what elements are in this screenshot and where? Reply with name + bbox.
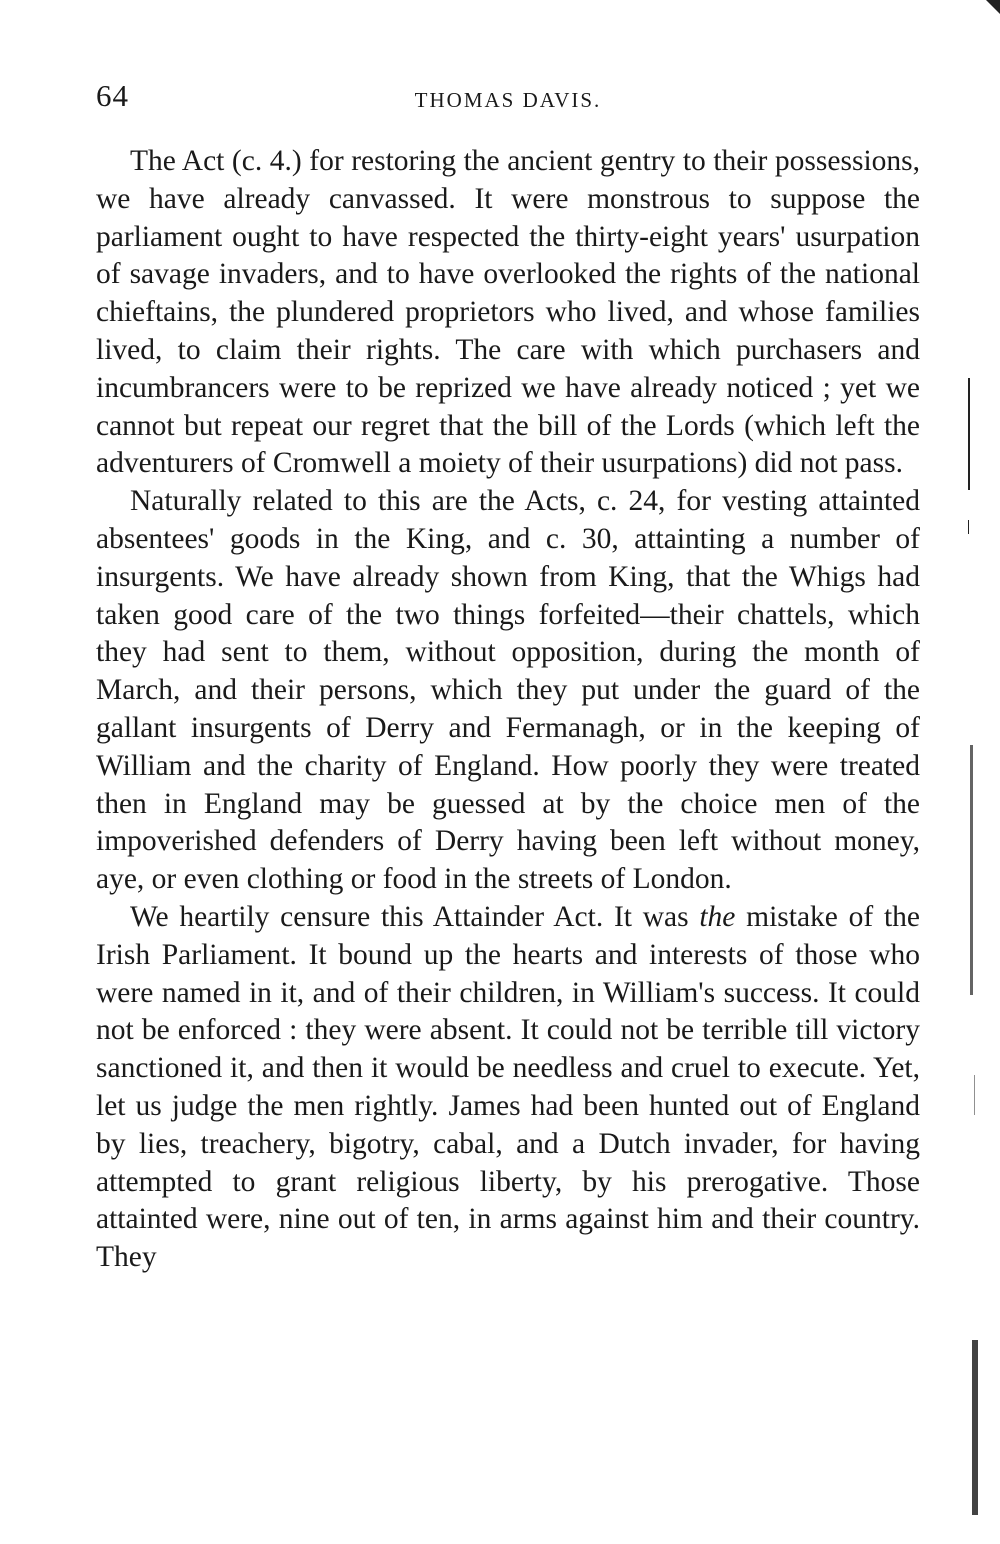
running-head: THOMAS DAVIS. xyxy=(414,88,602,112)
scan-margin-mark xyxy=(968,378,970,490)
page-header xyxy=(96,78,920,118)
scan-margin-mark xyxy=(972,1340,978,1515)
paragraph: We heartily censure this Attainder Act. It was the mistake of the Irish Parliament. It bound up the hearts and interests of those who were named in it, and of their children, in William's success. It could not be enforced : they were absent. It could not be terrible till victory sanctioned it, and then it would be needless and cruel to execute. Yet, let us judge the men rightly. James had been hunted out of England by lies, treachery, bigotry, cabal, and a Dutch invader, for having attempted to grant religious liberty, by his prerogative. Those attainted were, nine out of ten, in arms against him and their country. They xyxy=(96,900,920,1274)
paragraph: The Act (c. 4.) for restoring the ancient gentry to their possessions, we have already canvassed. It were monstrous to suppose the parliament ought to have respected the thirty-eight years' usurpation of savage invaders, and to have overlooked the rights of the national chieftains, the plundered proprietors who lived, and whose families lived, to claim their rights. The care with which purchasers and incumbrancers were to be reprized we have already noticed ; yet we cannot but repeat our regret that the bill of the Lords (which left the adventurers of Cromwell a moiety of their usurpations) did not pass. xyxy=(96,145,920,480)
scan-corner-mark xyxy=(986,0,1000,14)
scan-margin-mark xyxy=(974,1075,975,1115)
paragraph: Naturally related to this are the Acts, c. 24, for vesting attainted absentees' goods in the King, and c. 30, attainting a number of insurgents. We have already shown from King, that the Whigs had taken good care of the two things forfeited—their chattels, which they had sent to them, without opposition, during the month of March, and their persons, which they put under the guard of the gallant insurgents of Derry and Fermanagh, or in the keeping of William and the charity of England. How poorly they were treated then in England may be guessed at by the choice men of the impoverished defenders of Derry having been left without money, aye, or even clothing or food in the streets of London. xyxy=(96,485,920,896)
page-number: 64 xyxy=(96,78,129,113)
body-text xyxy=(96,143,920,1277)
italic-emphasis: the xyxy=(699,900,736,933)
scan-margin-mark xyxy=(970,745,973,995)
scan-margin-mark xyxy=(968,520,969,534)
